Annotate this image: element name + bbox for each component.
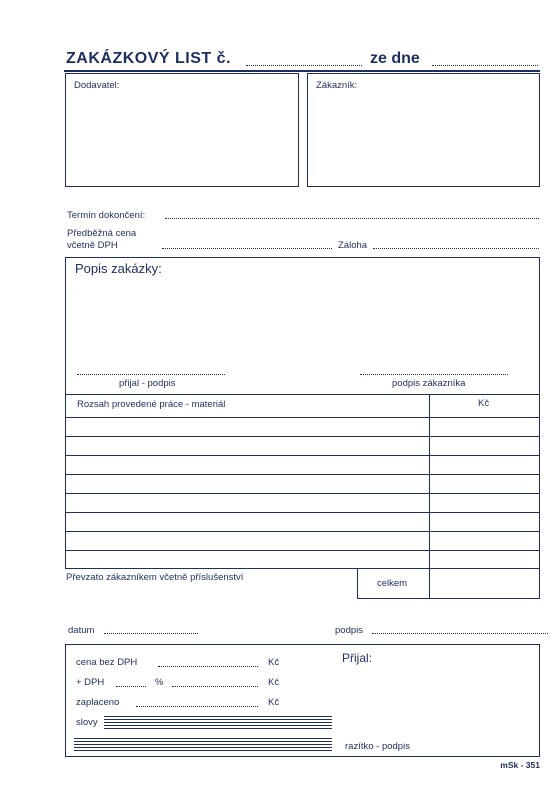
received-sign-line[interactable]	[77, 374, 225, 375]
description-label: Popis zakázky:	[75, 261, 162, 276]
price-excl-vat-label: cena bez DPH	[76, 657, 138, 668]
table-row-line	[66, 417, 539, 418]
form-title: ZAKÁZKOVÝ LIST č.	[66, 50, 231, 67]
deadline-label: Termín dokončení:	[67, 210, 146, 221]
supplier-label: Dodavatel:	[74, 80, 120, 91]
words-line-2[interactable]	[74, 738, 332, 753]
total-divider	[429, 569, 430, 598]
customer-sign-label: podpis zákazníka	[392, 378, 466, 389]
table-row-line	[66, 455, 539, 456]
table-row-line	[66, 474, 539, 475]
handover-label: Převzato zákazníkem včetně příslušenství	[66, 572, 244, 583]
customer-sign-line[interactable]	[360, 374, 508, 375]
supplier-box[interactable]	[65, 73, 299, 187]
deposit-label: Záloha	[338, 240, 368, 251]
order-date-line[interactable]	[432, 65, 538, 66]
vat-percent-line[interactable]	[116, 686, 146, 687]
work-column-header: Rozsah provedené práce - materiál	[77, 399, 226, 410]
paid-line[interactable]	[136, 706, 258, 707]
price-column-header: Kč	[478, 398, 490, 409]
signoff-date-label: datum	[68, 625, 95, 636]
date-label: ze dne	[370, 50, 420, 67]
title-rule	[64, 70, 540, 72]
summary-box[interactable]	[65, 644, 540, 757]
deposit-line[interactable]	[373, 248, 539, 249]
words-line-1[interactable]	[104, 716, 332, 731]
total-label: celkem	[377, 578, 408, 589]
price-excl-vat-currency: Kč	[268, 657, 280, 668]
price-label-line1: Předběžná cena	[67, 228, 137, 239]
table-row-line	[66, 531, 539, 532]
vat-currency: Kč	[268, 677, 280, 688]
form-code: mSk - 351	[500, 760, 540, 770]
customer-label: Zákazník:	[316, 80, 358, 91]
paid-label: zaplaceno	[76, 697, 120, 708]
order-number-line[interactable]	[246, 65, 362, 66]
price-label-line2: včetně DPH	[67, 240, 118, 251]
stamp-label: razítko - podpis	[345, 741, 410, 752]
received-label: Přijal:	[342, 651, 373, 665]
deadline-line[interactable]	[165, 218, 539, 219]
table-row-line	[66, 436, 539, 437]
order-description-box[interactable]	[65, 257, 540, 395]
vat-label: + DPH	[76, 677, 105, 688]
work-table[interactable]	[65, 394, 540, 569]
price-line[interactable]	[162, 248, 332, 249]
total-box[interactable]	[357, 568, 540, 599]
table-row-line	[66, 512, 539, 513]
paid-currency: Kč	[268, 697, 280, 708]
table-row-line	[66, 493, 539, 494]
received-sign-label: přijal - podpis	[119, 378, 176, 389]
customer-box[interactable]	[307, 73, 540, 187]
vat-percent-sign: %	[155, 677, 164, 688]
vat-amount-line[interactable]	[172, 686, 258, 687]
table-row-line	[66, 550, 539, 551]
words-label: slovy	[76, 717, 98, 728]
signoff-sign-label: podpis	[335, 625, 363, 636]
column-divider	[429, 395, 430, 568]
signoff-date-line[interactable]	[104, 633, 198, 634]
signoff-sign-line[interactable]	[372, 633, 548, 634]
price-excl-vat-line[interactable]	[158, 666, 258, 667]
